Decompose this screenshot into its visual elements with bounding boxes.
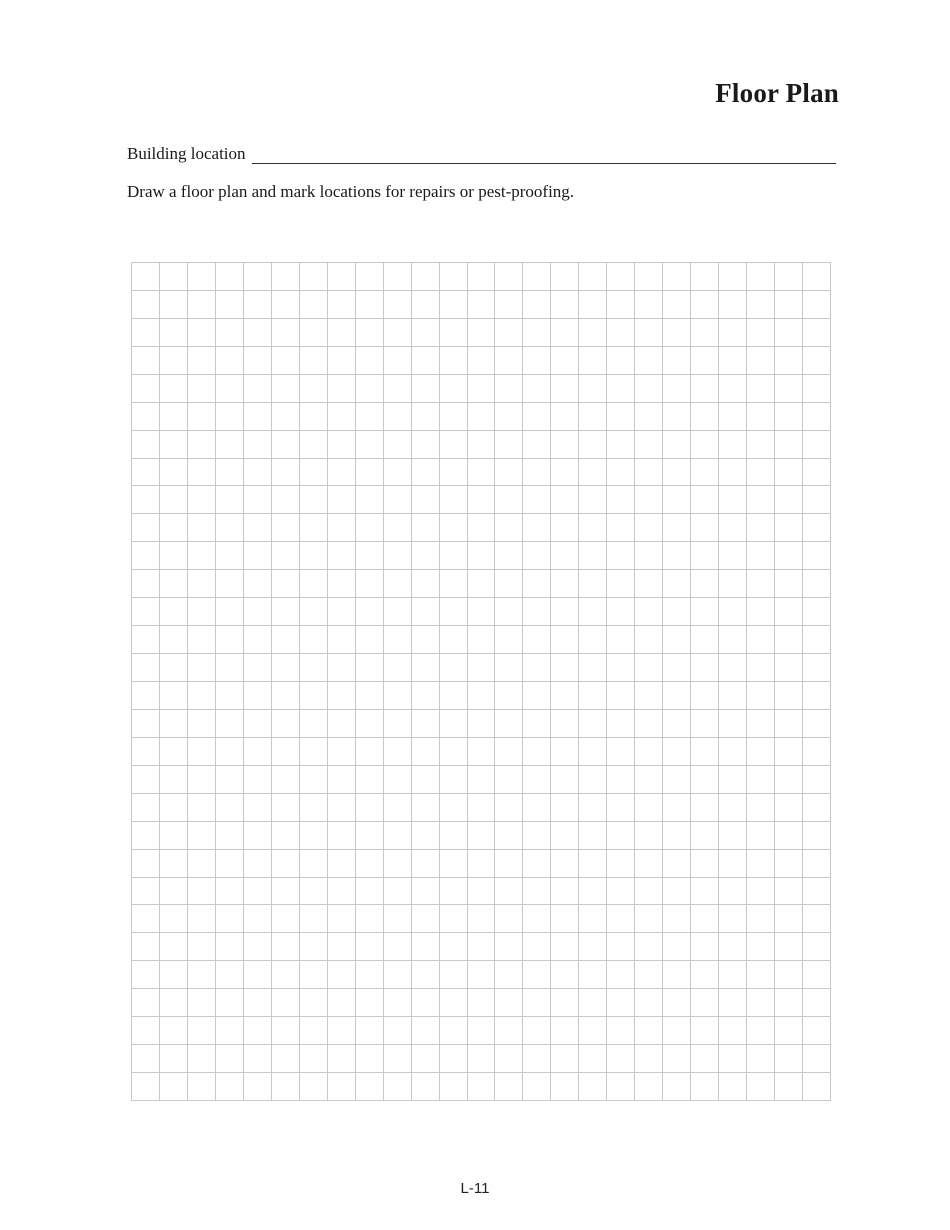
- building-location-field: [127, 142, 836, 164]
- floor-plan-grid[interactable]: [131, 262, 831, 1101]
- page-title: Floor Plan: [715, 78, 839, 108]
- building-location-blank-line[interactable]: [252, 146, 836, 164]
- page-number: L-11: [460, 1180, 490, 1197]
- building-location-label: Building location: [127, 144, 246, 163]
- instructions-text: Draw a floor plan and mark locations for repairs or pest-proofing.: [127, 182, 575, 201]
